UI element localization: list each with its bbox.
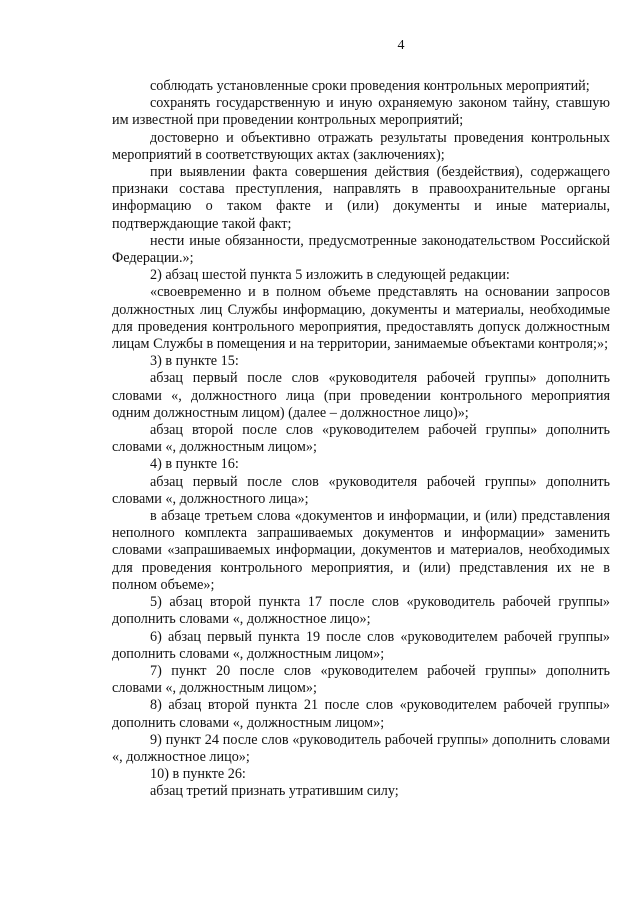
paragraph: 9) пункт 24 после слов «руководитель рабочей группы» дополнить словами «, должностное лицо»; bbox=[112, 731, 610, 765]
paragraph: нести иные обязанности, предусмотренные законодательством Российской Федерации.»; bbox=[112, 232, 610, 267]
paragraph: абзац третий признать утратившим силу; bbox=[150, 783, 399, 800]
paragraph: «своевременно и в полном объеме представлять на основании запросов должностных лиц Службы информацию, документы и материалы, необходимые для проведения контрольного мероприятия, предоставлять допуск должностным лицам Службы в помещения и на территории, занимаемые объектами контроля;»; bbox=[112, 284, 610, 353]
paragraph: абзац первый после слов «руководителя рабочей группы» дополнить словами «, должностного лица (при проведении контрольного мероприятия одним должностным лицом) (далее – должностное лицо)»; bbox=[112, 370, 610, 421]
paragraph: 2) абзац шестой пункта 5 изложить в следующей редакции: bbox=[150, 267, 510, 284]
paragraph: 10) в пункте 26: bbox=[150, 766, 246, 783]
document-body bbox=[112, 78, 610, 801]
paragraph: 3) в пункте 15: bbox=[150, 353, 239, 370]
paragraph: в абзаце третьем слова «документов и информации, и (или) представления неполного комплекта запрашиваемых документов и информации» заменить словами «запрашиваемых информации, документов и материалов, необходимых для проведения контрольного мероприятия, и (или) представления их не в полном объеме»; bbox=[112, 508, 610, 593]
paragraph: при выявлении факта совершения действия (бездействия), содержащего признаки состава преступления, направлять в правоохранительные органы информацию о таком факте и (или) документы и иные материалы, подтверждающие такой факт; bbox=[112, 164, 610, 232]
paragraph: соблюдать установленные сроки проведения контрольных мероприятий; bbox=[150, 78, 590, 94]
paragraph: сохранять государственную и иную охраняемую законом тайну, ставшую им известной при проведении контрольных мероприятий; bbox=[112, 95, 610, 129]
paragraph: достоверно и объективно отражать результаты проведения контрольных мероприятий в соответствующих актах (заключениях); bbox=[112, 129, 610, 163]
page-number: 4 bbox=[397, 38, 405, 53]
paragraph: абзац второй после слов «руководителем рабочей группы» дополнить словами «, должностным лицом»; bbox=[112, 422, 610, 456]
paragraph: 7) пункт 20 после слов «руководителем рабочей группы» дополнить словами «, должностным лицом»; bbox=[112, 662, 610, 697]
paragraph: 4) в пункте 16: bbox=[150, 456, 239, 473]
paragraph: 8) абзац второй пункта 21 после слов «руководителем рабочей группы» дополнить словами «, должностным лицом»; bbox=[112, 697, 610, 731]
paragraph: 5) абзац второй пункта 17 после слов «руководитель рабочей группы» дополнить словами «, должностное лицо»; bbox=[112, 594, 610, 628]
paragraph: абзац первый после слов «руководителя рабочей группы» дополнить словами «, должностного лица»; bbox=[112, 473, 610, 507]
paragraph: 6) абзац первый пункта 19 после слов «руководителем рабочей группы» дополнить словами «, должностным лицом»; bbox=[112, 628, 610, 662]
